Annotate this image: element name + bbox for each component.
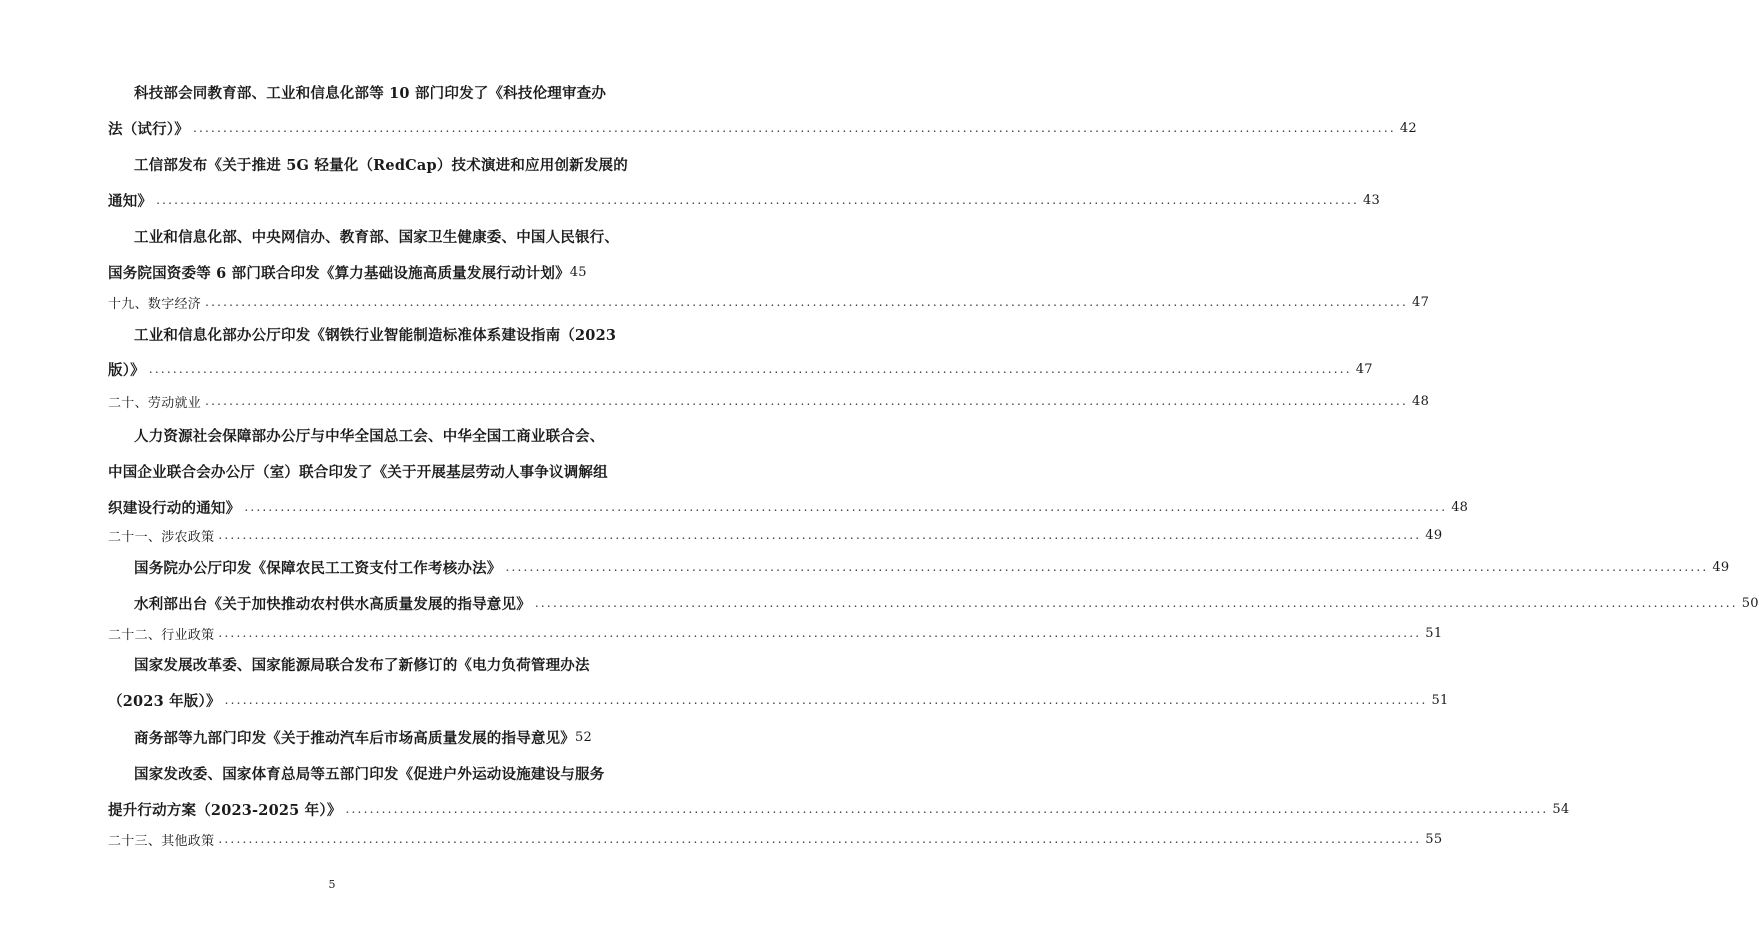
toc-entry-text: 国家发改委、国家体育总局等五部门印发《促进户外运动设施建设与服务 xyxy=(134,765,605,783)
toc-leader-dots: ........................................................................................................................................................................................................ xyxy=(148,362,1352,376)
toc-leader-dots: ........................................................................................................................................................................................................ xyxy=(224,693,1428,707)
toc-page-number: 51 xyxy=(1431,692,1449,708)
toc-entry[interactable] xyxy=(108,260,587,284)
toc-section[interactable] xyxy=(108,523,1443,547)
page-number-footer: 5 xyxy=(328,878,336,891)
toc-page-number: 49 xyxy=(1425,527,1443,543)
toc-entry-text: 工信部发布《关于推进 5G 轻量化（RedCap）技术演进和应用创新发展的 xyxy=(134,156,628,174)
toc-entry[interactable] xyxy=(108,116,1417,140)
toc-section-number: 十九、 xyxy=(108,296,148,312)
toc-entry-text: 工业和信息化部办公厅印发《钢铁行业智能制造标准体系建设指南（2023 xyxy=(134,326,617,344)
toc-section-title: 劳动就业 xyxy=(147,395,202,411)
toc-entry-title: 通知》 xyxy=(108,192,153,210)
toc-entry-line xyxy=(134,423,605,447)
toc-entry[interactable] xyxy=(108,188,1380,212)
toc-page-number: 52 xyxy=(575,729,592,745)
toc-leader-dots: ........................................................................................................................................................................................................ xyxy=(244,500,1448,514)
toc-section[interactable] xyxy=(108,827,1443,851)
toc-entry[interactable] xyxy=(108,797,1570,821)
toc-entry[interactable] xyxy=(134,555,1730,579)
toc-entry-title: 水利部出台《关于加快推动农村供水高质量发展的指导意见》 xyxy=(134,595,531,613)
toc-section-title: 数字经济 xyxy=(147,296,202,312)
toc-section-number: 二十二、 xyxy=(108,627,162,643)
toc-page-number: 47 xyxy=(1412,294,1430,310)
toc-entry-text: 人力资源社会保障部办公厅与中华全国总工会、中华全国工商业联合会、 xyxy=(134,427,605,445)
toc-leader-dots: ........................................................................................................................................................................................................ xyxy=(534,596,1738,610)
toc-page-number: 48 xyxy=(1412,393,1430,409)
toc-entry-text: 科技部会同教育部、工业和信息化部等 10 部门印发了《科技伦理审查办 xyxy=(134,84,607,102)
toc-entry-line xyxy=(134,224,620,248)
toc-section[interactable] xyxy=(108,290,1430,314)
toc-entry-title: 版）》 xyxy=(108,361,145,379)
toc-leader-dots: ........................................................................................................................................................................................................ xyxy=(218,626,1422,640)
toc-leader-dots: ........................................................................................................................................................................................................ xyxy=(345,802,1549,816)
toc-entry-line xyxy=(134,761,605,785)
toc-entry-line xyxy=(134,152,628,176)
toc-leader-dots: ........................................................................................................................................................................................................ xyxy=(156,193,1359,207)
toc-entry-text: 国家发展改革委、国家能源局联合发布了新修订的《电力负荷管理办法 xyxy=(134,656,590,674)
toc-entry-title: （2023 年版）》 xyxy=(108,692,221,710)
toc-page-number: 42 xyxy=(1399,120,1417,136)
toc-entry-line xyxy=(108,459,608,483)
toc-section-title: 行业政策 xyxy=(161,627,215,643)
toc-page-number: 51 xyxy=(1425,625,1443,641)
toc-entry[interactable] xyxy=(108,688,1449,712)
toc-page-number: 54 xyxy=(1552,801,1570,817)
toc-page-number: 49 xyxy=(1712,559,1730,575)
toc-entry-line xyxy=(134,80,607,104)
toc-section[interactable] xyxy=(108,621,1443,645)
toc-entry-title: 商务部等九部门印发《关于推动汽车后市场高质量发展的指导意见》 xyxy=(134,729,575,747)
toc-page-number: 50 xyxy=(1741,595,1759,611)
toc-entry-text: 中国企业联合会办公厅（室）联合印发了《关于开展基层劳动人事争议调解组 xyxy=(108,463,608,481)
toc-entry-line xyxy=(134,322,617,346)
toc-leader-dots: ........................................................................................................................................................................................................ xyxy=(192,121,1396,135)
toc-leader-dots: ........................................................................................................................................................................................................ xyxy=(505,560,1709,574)
toc-entry-title: 织建设行动的通知》 xyxy=(108,499,241,517)
toc-leader-dots: ........................................................................................................................................................................................................ xyxy=(205,295,1408,309)
toc-entry-title: 法（试行）》 xyxy=(108,120,189,138)
toc-page-number: 47 xyxy=(1355,361,1373,377)
toc-section-title: 涉农政策 xyxy=(161,529,215,545)
toc-entry-title: 国务院国资委等 6 部门联合印发《算力基础设施高质量发展行动计划》 xyxy=(108,264,570,282)
toc-entry-text: 工业和信息化部、中央网信办、教育部、国家卫生健康委、中国人民银行、 xyxy=(134,228,620,246)
toc-section[interactable] xyxy=(108,389,1430,413)
toc-entry[interactable] xyxy=(134,591,1759,615)
toc-page-number: 43 xyxy=(1363,192,1380,208)
toc-page-number: 48 xyxy=(1451,499,1469,515)
toc-section-title: 其他政策 xyxy=(161,833,215,849)
toc-entry-title: 提升行动方案（2023-2025 年）》 xyxy=(108,801,342,819)
toc-entry[interactable] xyxy=(108,357,1373,381)
toc-section-number: 二十三、 xyxy=(108,833,162,849)
toc-section-number: 二十、 xyxy=(108,395,148,411)
toc-entry-title: 国务院办公厅印发《保障农民工工资支付工作考核办法》 xyxy=(134,559,502,577)
toc-page-number: 55 xyxy=(1425,831,1443,847)
toc-entry[interactable] xyxy=(134,725,592,749)
toc-entry-line xyxy=(134,652,590,676)
toc-page-number: 45 xyxy=(569,264,587,280)
toc-leader-dots: ........................................................................................................................................................................................................ xyxy=(218,832,1422,846)
toc-section-number: 二十一、 xyxy=(108,529,162,545)
toc-leader-dots: ........................................................................................................................................................................................................ xyxy=(205,394,1408,408)
toc-entry[interactable] xyxy=(108,495,1469,519)
toc-leader-dots: ........................................................................................................................................................................................................ xyxy=(218,528,1422,542)
